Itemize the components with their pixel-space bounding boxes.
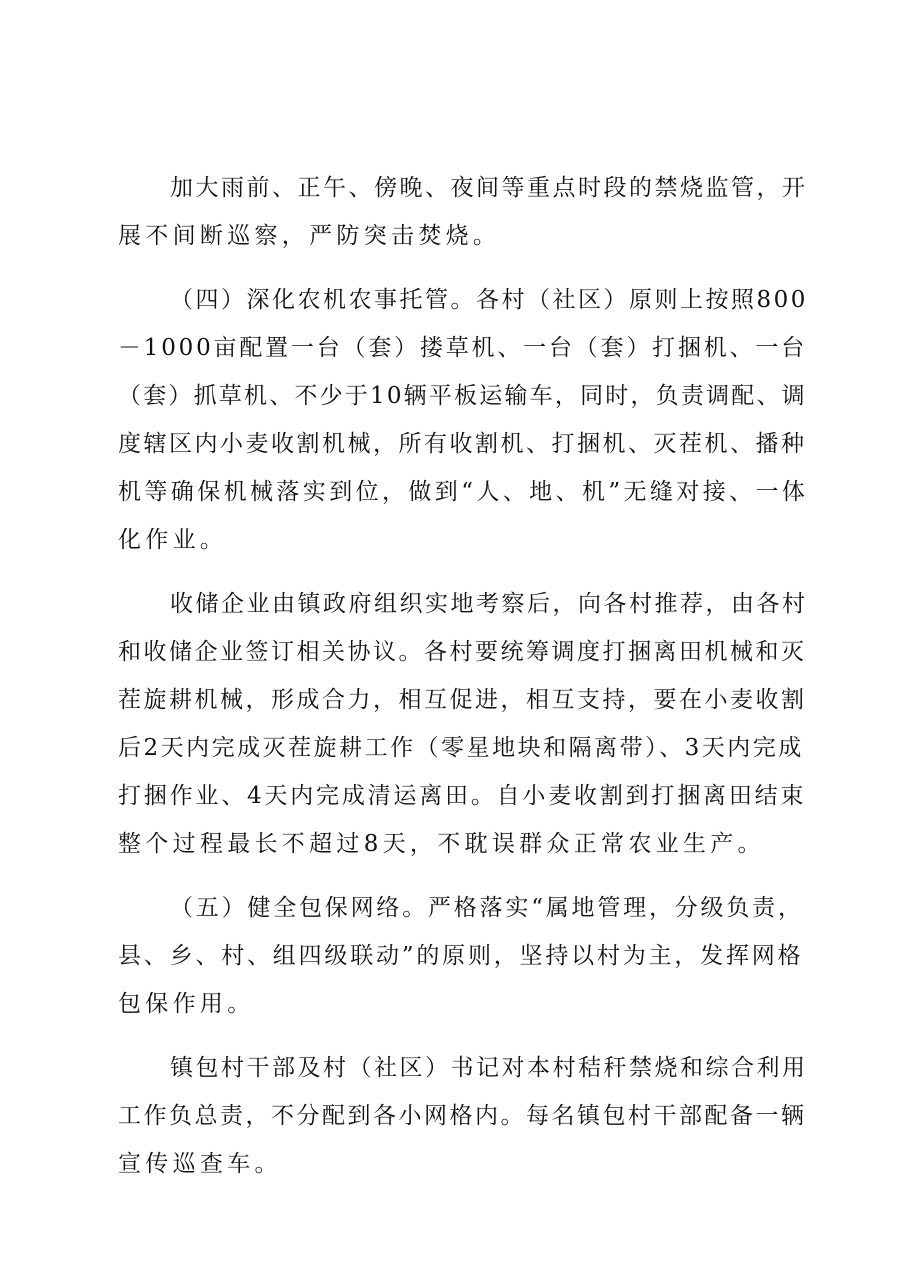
paragraph-line: （五）健全包保网络。严格落实“属地管理，分级负责，	[170, 895, 804, 921]
paragraph-responsibility	[118, 1044, 808, 1188]
paragraph-line: 宣传巡查车。	[118, 1151, 282, 1177]
document-body	[118, 164, 809, 1204]
paragraph-line: 打捆作业、4天内完成清运离田。自小麦收割到打捆离田结束	[118, 783, 807, 809]
paragraph-line: 县、乡、村、组四级联动”的原则，坚持以村为主，发挥网格	[118, 943, 804, 969]
paragraph-line: 后2天内完成灭茬旋耕工作（零星地块和隔离带）、3天内完成	[118, 735, 804, 761]
paragraph-machinery	[118, 276, 809, 564]
paragraph-line: 镇包村干部及村（社区）书记对本村秸秆禁烧和综合利用	[170, 1055, 808, 1081]
paragraph-line: 度辖区内小麦收割机械，所有收割机、打捆机、灭茬机、播种	[118, 431, 807, 457]
paragraph-line: 工作负总责，不分配到各小网格内。每名镇包村干部配备一辆	[118, 1103, 807, 1129]
paragraph-patrol	[118, 164, 808, 260]
paragraph-line: 展不间断巡察，严防突击焚烧。	[118, 223, 501, 249]
paragraph-line: 茬旋耕机械，形成合力，相互促进，相互支持，要在小麦收割	[118, 687, 807, 713]
paragraph-line: 化作业。	[118, 527, 228, 553]
paragraph-line: －1000亩配置一台（套）搂草机、一台（套）打捆机、一台	[118, 335, 807, 361]
paragraph-line: 机等确保机械落实到位，做到“人、地、机”无缝对接、一体	[118, 479, 809, 505]
paragraph-line: （套）抓草机、不少于10辆平板运输车，同时，负责调配、调	[118, 383, 807, 409]
paragraph-network	[118, 884, 804, 1028]
paragraph-line: 整个过程最长不超过8天，不耽误群众正常农业生产。	[118, 831, 765, 857]
paragraph-line: 和收储企业签订相关协议。各村要统筹调度打捆离田机械和灭	[118, 639, 807, 665]
paragraph-storage	[118, 580, 808, 868]
paragraph-line: （四）深化农机农事托管。各村（社区）原则上按照800	[170, 287, 808, 313]
paragraph-line: 加大雨前、正午、傍晚、夜间等重点时段的禁烧监管，开	[170, 175, 808, 201]
paragraph-line: 收储企业由镇政府组织实地考察后，向各村推荐，由各村	[170, 591, 808, 617]
paragraph-line: 包保作用。	[118, 991, 255, 1017]
